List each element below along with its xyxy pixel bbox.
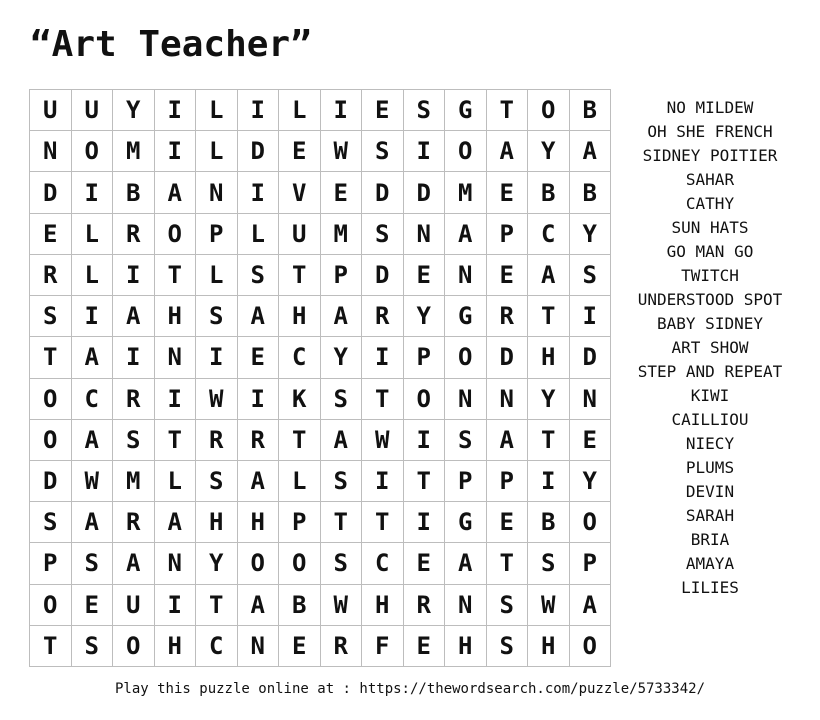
grid-cell[interactable]: T [487,543,529,584]
grid-cell[interactable]: E [238,337,280,378]
grid-cell[interactable]: A [321,296,363,337]
grid-cell[interactable]: S [238,255,280,296]
grid-cell[interactable]: U [113,585,155,626]
grid-cell[interactable]: Y [570,214,612,255]
grid-cell[interactable]: I [155,379,197,420]
grid-cell[interactable]: E [321,172,363,213]
grid-cell[interactable]: A [528,255,570,296]
grid-cell[interactable]: H [528,337,570,378]
grid-cell[interactable]: L [279,461,321,502]
grid-cell[interactable]: E [404,255,446,296]
grid-cell[interactable]: E [570,420,612,461]
grid-cell[interactable]: F [362,626,404,667]
grid-cell[interactable]: O [445,337,487,378]
grid-cell[interactable]: C [279,337,321,378]
grid-cell[interactable]: A [72,502,114,543]
word-list-item: SAHAR [685,170,735,189]
grid-cell[interactable]: H [238,502,280,543]
grid-cell[interactable]: I [321,90,363,131]
grid-cell[interactable]: D [362,255,404,296]
grid-cell[interactable]: T [155,255,197,296]
grid-cell[interactable]: C [362,543,404,584]
word-list-item: NIECY [685,434,735,453]
grid-cell[interactable]: I [155,585,197,626]
grid-cell[interactable]: O [570,626,612,667]
grid-cell[interactable]: A [321,420,363,461]
grid-cell[interactable]: M [113,461,155,502]
word-list-item: OH SHE FRENCH [647,122,773,141]
grid-cell[interactable]: T [528,420,570,461]
word-list-item: CAILLIOU [671,410,749,429]
grid-cell[interactable]: H [528,626,570,667]
grid-cell[interactable]: E [362,90,404,131]
grid-cell[interactable]: P [321,255,363,296]
word-list [625,96,795,600]
grid-cell[interactable]: T [404,461,446,502]
grid-cell[interactable]: A [155,172,197,213]
grid-cell[interactable]: A [238,585,280,626]
grid-cell[interactable]: O [404,379,446,420]
grid-cell[interactable]: A [238,461,280,502]
grid-cell[interactable]: R [113,502,155,543]
grid-cell[interactable]: W [321,131,363,172]
footer-link-text: Play this puzzle online at : https://thewordsearch.com/puzzle/5733342/ [114,681,705,697]
grid-cell[interactable]: I [113,337,155,378]
grid-cell[interactable]: S [72,626,114,667]
grid-cell[interactable]: T [30,626,72,667]
grid-cell[interactable]: S [362,131,404,172]
grid-cell[interactable]: I [72,296,114,337]
grid-cell[interactable]: A [570,585,612,626]
grid-cell[interactable]: R [321,626,363,667]
grid-cell[interactable]: R [238,420,280,461]
grid-cell[interactable]: O [113,626,155,667]
grid-cell[interactable]: W [72,461,114,502]
grid-cell[interactable]: R [30,255,72,296]
grid-cell[interactable]: R [487,296,529,337]
grid-cell[interactable]: T [321,502,363,543]
grid-cell[interactable]: M [321,214,363,255]
grid-cell[interactable]: H [155,626,197,667]
word-list-item: GO MAN GO [666,242,754,261]
grid-cell[interactable]: I [404,420,446,461]
grid-cell[interactable]: H [362,585,404,626]
grid-cell[interactable]: H [279,296,321,337]
grid-cell[interactable]: I [528,461,570,502]
grid-cell[interactable]: S [445,420,487,461]
grid-cell[interactable]: A [487,131,529,172]
grid-cell[interactable]: L [72,214,114,255]
grid-cell[interactable]: E [404,543,446,584]
grid-cell[interactable]: S [196,461,238,502]
grid-cell[interactable]: A [72,337,114,378]
puzzle-title: “Art Teacher” [30,24,312,65]
grid-cell[interactable]: R [404,585,446,626]
grid-cell[interactable]: P [196,214,238,255]
grid-cell[interactable]: A [487,420,529,461]
word-list-item: NO MILDEW [666,98,754,117]
grid-cell[interactable]: N [155,543,197,584]
grid-cell[interactable]: S [404,90,446,131]
grid-cell[interactable]: H [196,502,238,543]
grid-cell[interactable]: P [404,337,446,378]
word-list-item: TWITCH [681,266,739,285]
grid-cell[interactable]: C [72,379,114,420]
grid-cell[interactable]: D [362,172,404,213]
grid-cell[interactable]: S [30,296,72,337]
grid-cell[interactable]: P [279,502,321,543]
grid-cell[interactable]: O [155,214,197,255]
grid-cell[interactable]: N [30,131,72,172]
grid-cell[interactable]: Y [196,543,238,584]
grid-cell[interactable]: E [279,626,321,667]
grid-cell[interactable]: S [113,420,155,461]
grid-cell[interactable]: D [30,172,72,213]
grid-cell[interactable]: K [279,379,321,420]
word-list-item: UNDERSTOOD SPOT [637,290,783,309]
grid-cell[interactable]: P [487,214,529,255]
grid-cell[interactable]: W [321,585,363,626]
grid-cell[interactable]: A [155,502,197,543]
grid-cell[interactable]: N [487,379,529,420]
grid-cell[interactable]: E [487,502,529,543]
grid-cell[interactable]: E [487,172,529,213]
grid-cell[interactable]: I [72,172,114,213]
grid-cell[interactable]: T [362,379,404,420]
grid-cell[interactable]: O [30,585,72,626]
grid-cell[interactable]: P [570,543,612,584]
grid-cell[interactable]: H [445,626,487,667]
grid-cell[interactable]: T [155,420,197,461]
grid-cell[interactable]: N [445,255,487,296]
grid-cell[interactable]: L [196,90,238,131]
grid-cell[interactable]: O [570,502,612,543]
grid-cell[interactable]: N [155,337,197,378]
word-list-item: LILIES [681,578,739,597]
grid-cell[interactable]: B [570,90,612,131]
grid-cell[interactable]: R [362,296,404,337]
grid-cell[interactable]: S [196,296,238,337]
word-list-item: STEP AND REPEAT [637,362,783,381]
grid-cell[interactable]: P [487,461,529,502]
grid-cell[interactable]: L [72,255,114,296]
grid-cell[interactable]: S [321,379,363,420]
grid-cell[interactable]: Y [528,379,570,420]
grid-cell[interactable]: T [30,337,72,378]
grid-cell[interactable]: D [570,337,612,378]
grid-cell[interactable]: Y [321,337,363,378]
grid-cell[interactable]: C [196,626,238,667]
grid-cell[interactable]: Y [570,461,612,502]
grid-cell[interactable]: T [196,585,238,626]
word-list-item: BRIA [690,530,730,549]
grid-cell[interactable]: L [279,90,321,131]
letter-grid [29,89,611,667]
grid-cell[interactable]: Y [404,296,446,337]
grid-cell[interactable]: I [404,502,446,543]
grid-cell[interactable]: N [196,172,238,213]
grid-cell[interactable]: U [279,214,321,255]
grid-cell[interactable]: S [487,626,529,667]
word-list-item: SARAH [685,506,735,525]
grid-cell[interactable]: D [238,131,280,172]
grid-cell[interactable]: M [445,172,487,213]
grid-cell[interactable]: I [362,337,404,378]
grid-cell[interactable]: A [445,214,487,255]
grid-cell[interactable]: M [113,131,155,172]
grid-cell[interactable]: O [279,543,321,584]
grid-cell[interactable]: Y [113,90,155,131]
grid-cell[interactable]: S [30,502,72,543]
grid-cell[interactable]: O [30,379,72,420]
grid-cell[interactable]: N [445,585,487,626]
grid-cell[interactable]: G [445,296,487,337]
word-list-item: AMAYA [685,554,735,573]
word-list-item: DEVIN [685,482,735,501]
grid-cell[interactable]: L [238,214,280,255]
grid-cell[interactable]: O [238,543,280,584]
grid-cell[interactable]: T [528,296,570,337]
grid-cell[interactable]: S [362,214,404,255]
grid-cell[interactable]: B [113,172,155,213]
grid-cell[interactable]: B [570,172,612,213]
word-list-item: SUN HATS [671,218,749,237]
grid-cell[interactable]: P [30,543,72,584]
grid-cell[interactable]: N [238,626,280,667]
grid-cell[interactable]: I [570,296,612,337]
grid-cell[interactable]: A [113,296,155,337]
grid-cell[interactable]: U [72,90,114,131]
grid-cell[interactable]: V [279,172,321,213]
grid-cell[interactable]: S [321,461,363,502]
grid-cell[interactable]: E [72,585,114,626]
grid-cell[interactable]: O [72,131,114,172]
word-list-item: CATHY [685,194,735,213]
grid-cell[interactable]: I [155,90,197,131]
grid-cell[interactable]: L [196,255,238,296]
word-list-item: SIDNEY POITIER [642,146,778,165]
grid-cell[interactable]: E [487,255,529,296]
grid-cell[interactable]: I [404,131,446,172]
word-list-item: BABY SIDNEY [657,314,763,333]
grid-cell[interactable]: I [113,255,155,296]
grid-cell[interactable]: C [528,214,570,255]
grid-cell[interactable]: W [362,420,404,461]
grid-cell[interactable]: P [445,461,487,502]
word-list-item: KIWI [690,386,730,405]
grid-cell[interactable]: A [238,296,280,337]
grid-cell[interactable]: B [528,172,570,213]
grid-cell[interactable]: N [445,379,487,420]
grid-cell[interactable]: E [404,626,446,667]
grid-cell[interactable]: R [113,379,155,420]
grid-cell[interactable]: T [279,255,321,296]
grid-cell[interactable]: R [196,420,238,461]
grid-cell[interactable]: I [196,337,238,378]
grid-cell[interactable]: I [155,131,197,172]
grid-cell[interactable]: S [321,543,363,584]
grid-cell[interactable]: T [362,502,404,543]
grid-cell[interactable]: E [30,214,72,255]
grid-cell[interactable]: G [445,90,487,131]
grid-cell[interactable]: L [155,461,197,502]
grid-cell[interactable]: E [279,131,321,172]
grid-cell[interactable]: B [279,585,321,626]
grid-cell[interactable]: A [72,420,114,461]
grid-cell[interactable]: W [196,379,238,420]
grid-cell[interactable]: O [30,420,72,461]
grid-cell[interactable]: Y [528,131,570,172]
grid-cell[interactable]: A [113,543,155,584]
grid-cell[interactable]: S [72,543,114,584]
grid-cell[interactable]: H [155,296,197,337]
grid-cell[interactable]: I [238,379,280,420]
grid-cell[interactable]: O [445,131,487,172]
grid-cell[interactable]: T [279,420,321,461]
grid-cell[interactable]: D [30,461,72,502]
grid-cell[interactable]: S [570,255,612,296]
grid-cell[interactable]: B [528,502,570,543]
grid-cell[interactable]: D [487,337,529,378]
word-list-item: PLUMS [685,458,735,477]
grid-cell[interactable]: S [487,585,529,626]
grid-cell[interactable]: A [445,543,487,584]
grid-cell[interactable]: U [30,90,72,131]
grid-cell[interactable]: I [362,461,404,502]
grid-cell[interactable]: L [196,131,238,172]
grid-cell[interactable]: N [570,379,612,420]
grid-cell[interactable]: T [487,90,529,131]
grid-cell[interactable]: D [404,172,446,213]
grid-cell[interactable]: I [238,172,280,213]
grid-cell[interactable]: A [570,131,612,172]
grid-cell[interactable]: R [113,214,155,255]
grid-cell[interactable]: S [528,543,570,584]
grid-cell[interactable]: G [445,502,487,543]
grid-cell[interactable]: W [528,585,570,626]
grid-cell[interactable]: I [238,90,280,131]
grid-cell[interactable]: N [404,214,446,255]
grid-cell[interactable]: O [528,90,570,131]
word-list-item: ART SHOW [671,338,749,357]
